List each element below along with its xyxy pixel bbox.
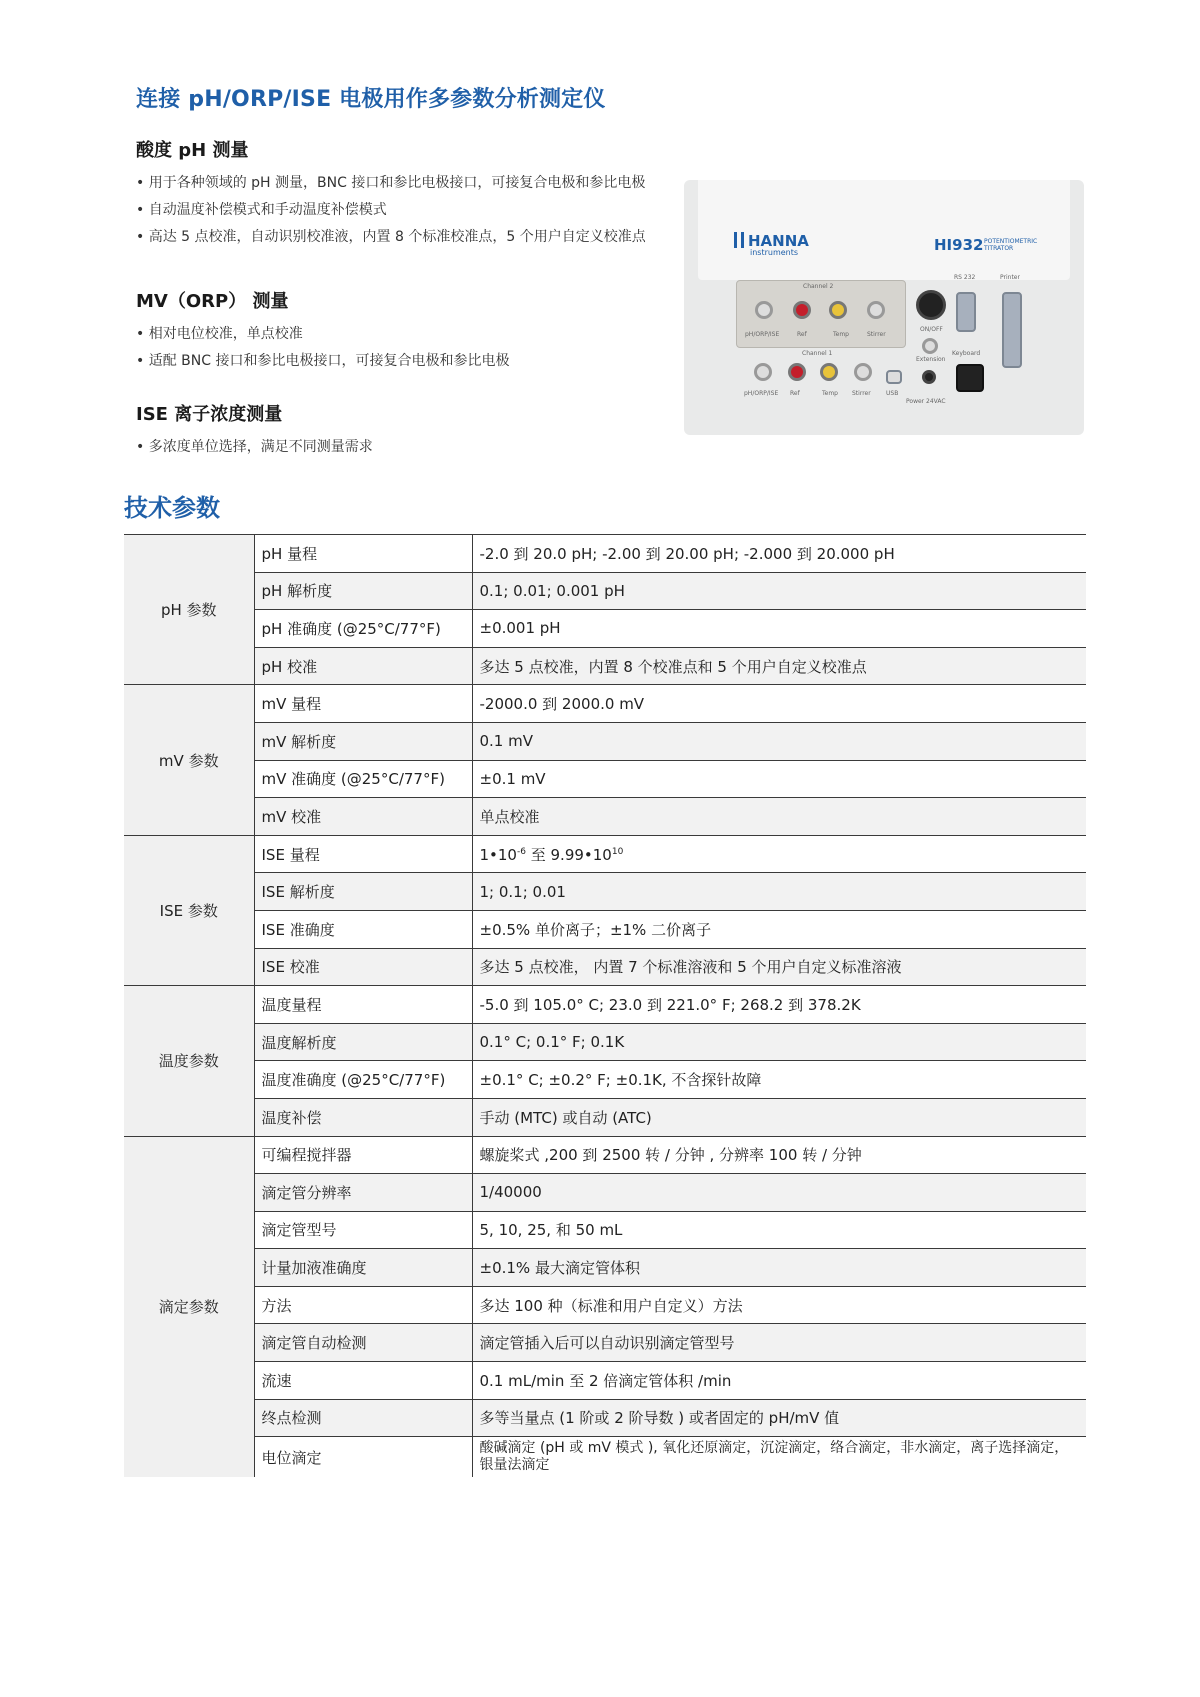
spec-table — [124, 534, 1086, 1477]
section-heading: ISE 离子浓度测量 — [136, 404, 283, 425]
param-value: 手动 (MTC) 或自动 (ATC) — [472, 1098, 1086, 1136]
table-row — [124, 1249, 1086, 1287]
param-value: ±0.001 pH — [472, 610, 1086, 648]
ise-measurement-section — [136, 400, 696, 461]
bullet-item: • 相对电位校准，单点校准 — [136, 321, 696, 348]
param-value: ±0.1 mV — [472, 760, 1086, 798]
param-value: 5, 10, 25, 和 50 mL — [472, 1211, 1086, 1249]
param-name: ISE 校准 — [254, 948, 472, 986]
table-row — [124, 572, 1086, 610]
power-jack-icon — [922, 370, 936, 384]
printer-port-icon — [1002, 292, 1022, 368]
titrator-product-image — [684, 180, 1084, 435]
bullet-list — [136, 321, 696, 375]
param-value: -2000.0 到 2000.0 mV — [472, 685, 1086, 723]
param-name: mV 解析度 — [254, 722, 472, 760]
bnc-connector-icon — [754, 363, 772, 381]
extension-port-icon — [922, 338, 938, 354]
table-row — [124, 1362, 1086, 1400]
extension-label: Extension — [916, 356, 946, 363]
table-row — [124, 1211, 1086, 1249]
onoff-label: ON/OFF — [920, 326, 943, 333]
param-value: 1/40000 — [472, 1174, 1086, 1212]
power-label: Power 24VAC — [906, 398, 946, 405]
stirrer-connector-icon — [867, 301, 885, 319]
table-row — [124, 798, 1086, 836]
ref-connector-icon — [788, 363, 806, 381]
temp-label: Temp — [822, 390, 838, 397]
table-row — [124, 835, 1086, 873]
stirrer-label: Stirrer — [867, 331, 886, 338]
ph-orp-ise-label: pH/ORP/ISE — [744, 390, 779, 397]
brand-logo: HANNA — [748, 232, 809, 250]
param-value: ±0.1% 最大滴定管体积 — [472, 1249, 1086, 1287]
param-name: 温度补偿 — [254, 1098, 472, 1136]
param-value: ±0.5% 单价离子；±1% 二价离子 — [472, 910, 1086, 948]
temp-label: Temp — [833, 331, 849, 338]
param-name: pH 解析度 — [254, 572, 472, 610]
table-row — [124, 610, 1086, 648]
brand-subtitle: instruments — [750, 248, 799, 257]
table-row — [124, 685, 1086, 723]
param-value: 多达 100 种（标准和用户自定义）方法 — [472, 1286, 1086, 1324]
param-value: 多达 5 点校准，内置 8 个校准点和 5 个用户自定义校准点 — [472, 647, 1086, 685]
hanna-logo-mark — [734, 232, 744, 248]
param-name: 终点检测 — [254, 1399, 472, 1437]
table-row — [124, 910, 1086, 948]
table-row — [124, 760, 1086, 798]
group-temp: 温度参数 — [124, 986, 254, 1136]
spec-title: 技术参数 — [124, 494, 220, 522]
bullet-list — [136, 434, 696, 461]
param-value: 1; 0.1; 0.01 — [472, 873, 1086, 911]
channel1-label: Channel 1 — [802, 350, 833, 357]
printer-label: Printer — [1000, 274, 1020, 281]
ph-measurement-section — [136, 136, 696, 251]
table-row — [124, 1061, 1086, 1099]
bullet-item: • 自动温度补偿模式和手动温度补偿模式 — [136, 197, 696, 224]
param-name: 流速 — [254, 1362, 472, 1400]
rs232-label: RS 232 — [954, 274, 976, 281]
ph-orp-ise-label: pH/ORP/ISE — [745, 331, 780, 338]
ise-range-exp2: 10 — [611, 846, 624, 857]
table-row — [124, 647, 1086, 685]
device-front-top — [698, 180, 1070, 280]
param-value: 多达 5 点校准， 内置 7 个标准溶液和 5 个用户自定义标准溶液 — [472, 948, 1086, 986]
stirrer-connector-icon — [854, 363, 872, 381]
rs232-port-icon — [956, 292, 976, 332]
bullet-list — [136, 170, 696, 251]
page-title: 连接 pH/ORP/ISE 电极用作多参数分析测定仪 — [136, 87, 606, 112]
param-name: 温度量程 — [254, 986, 472, 1024]
table-row — [124, 1437, 1086, 1478]
param-name: pH 量程 — [254, 535, 472, 573]
param-name: mV 量程 — [254, 685, 472, 723]
model-label: HI932 — [934, 236, 984, 254]
param-name: mV 准确度 (@25°C/77°F) — [254, 760, 472, 798]
param-value: 酸碱滴定 (pH 或 mV 模式 ), 氧化还原滴定，沉淀滴定，络合滴定，非水滴定，离子选择滴定，银量法滴定 — [472, 1437, 1086, 1478]
param-name: 滴定管型号 — [254, 1211, 472, 1249]
param-name: ISE 量程 — [254, 835, 472, 873]
group-ph: pH 参数 — [124, 535, 254, 685]
section-heading: MV（ORP） 测量 — [136, 291, 289, 312]
temp-connector-icon — [829, 301, 847, 319]
param-name: 温度解析度 — [254, 1023, 472, 1061]
param-name: ISE 准确度 — [254, 910, 472, 948]
param-value: 0.1; 0.01; 0.001 pH — [472, 572, 1086, 610]
param-name: mV 校准 — [254, 798, 472, 836]
ise-range-base2: 至 9.99•10 — [525, 845, 612, 864]
table-row — [124, 722, 1086, 760]
bnc-connector-icon — [755, 301, 773, 319]
bullet-item: • 高达 5 点校准，自动识别校准液，内置 8 个标准校准点，5 个用户自定义校准点 — [136, 224, 696, 251]
stirrer-label: Stirrer — [852, 390, 871, 397]
keyboard-port-icon — [956, 364, 984, 392]
param-value: 滴定管插入后可以自动识别滴定管型号 — [472, 1324, 1086, 1362]
param-value: ±0.1° C; ±0.2° F; ±0.1K, 不含探针故障 — [472, 1061, 1086, 1099]
ise-range-base1: 1•10 — [479, 845, 517, 864]
param-value: 螺旋桨式 ,200 到 2500 转 / 分钟 , 分辨率 100 转 / 分钟 — [472, 1136, 1086, 1174]
param-name: 滴定管自动检测 — [254, 1324, 472, 1362]
param-name: pH 校准 — [254, 647, 472, 685]
usb-port-icon — [886, 370, 902, 384]
bullet-item: • 适配 BNC 接口和参比电极接口，可接复合电极和参比电极 — [136, 348, 696, 375]
param-value: 单点校准 — [472, 798, 1086, 836]
table-row — [124, 986, 1086, 1024]
table-row — [124, 535, 1086, 573]
ref-connector-icon — [793, 301, 811, 319]
channel2-label: Channel 2 — [803, 283, 834, 290]
section-heading: 酸度 pH 测量 — [136, 140, 249, 161]
table-row — [124, 1324, 1086, 1362]
usb-label: USB — [886, 390, 899, 397]
param-name: 方法 — [254, 1286, 472, 1324]
temp-connector-icon — [820, 363, 838, 381]
ref-label: Ref — [797, 331, 807, 338]
table-row — [124, 1023, 1086, 1061]
mv-measurement-section — [136, 287, 696, 375]
param-name: 滴定管分辨率 — [254, 1174, 472, 1212]
table-row — [124, 873, 1086, 911]
param-value: 多等当量点 (1 阶或 2 阶导数 ) 或者固定的 pH/mV 值 — [472, 1399, 1086, 1437]
param-name: pH 准确度 (@25°C/77°F) — [254, 610, 472, 648]
keyboard-label: Keyboard — [952, 350, 981, 357]
param-name: 可编程搅拌器 — [254, 1136, 472, 1174]
param-name: 温度准确度 (@25°C/77°F) — [254, 1061, 472, 1099]
param-value — [472, 835, 1086, 873]
param-value: -2.0 到 20.0 pH; -2.00 到 20.00 pH; -2.000 到 20.000 pH — [472, 535, 1086, 573]
table-row — [124, 1286, 1086, 1324]
group-ise: ISE 参数 — [124, 835, 254, 985]
param-value: 0.1° C; 0.1° F; 0.1K — [472, 1023, 1086, 1061]
table-row — [124, 1098, 1086, 1136]
table-row — [124, 1174, 1086, 1212]
table-row — [124, 948, 1086, 986]
param-value: 0.1 mL/min 至 2 倍滴定管体积 /min — [472, 1362, 1086, 1400]
bullet-item: • 用于各种领域的 pH 测量，BNC 接口和参比电极接口，可接复合电极和参比电极 — [136, 170, 696, 197]
ise-range-exp1: -6 — [516, 846, 526, 857]
ref-label: Ref — [790, 390, 800, 397]
param-value: -5.0 到 105.0° C; 23.0 到 221.0° F; 268.2 到 378.2K — [472, 986, 1086, 1024]
group-titration: 滴定参数 — [124, 1136, 254, 1477]
power-button-icon — [916, 290, 946, 320]
param-name: 电位滴定 — [254, 1437, 472, 1478]
group-mv: mV 参数 — [124, 685, 254, 835]
param-name: 计量加液准确度 — [254, 1249, 472, 1287]
bullet-item: • 多浓度单位选择，满足不同测量需求 — [136, 434, 696, 461]
model-subtitle: POTENTIOMETRIC TITRATOR — [984, 238, 1038, 252]
table-row — [124, 1399, 1086, 1437]
table-row — [124, 1136, 1086, 1174]
param-name: ISE 解析度 — [254, 873, 472, 911]
channel2-panel — [736, 280, 906, 348]
param-value: 0.1 mV — [472, 722, 1086, 760]
